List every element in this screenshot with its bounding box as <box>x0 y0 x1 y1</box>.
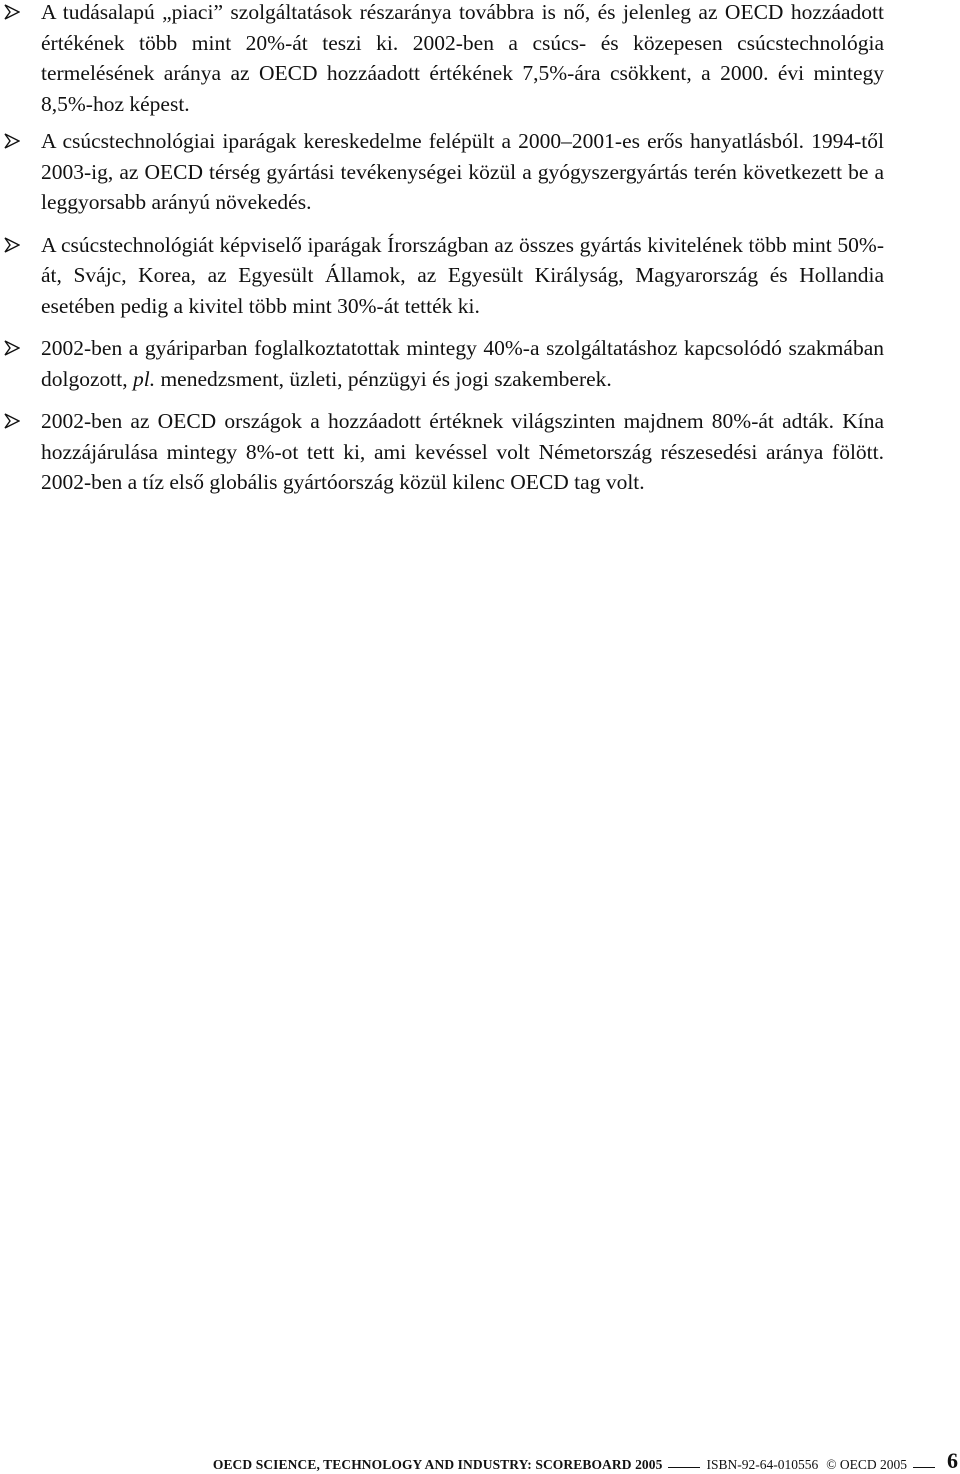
footer-copyright: © OECD 2005 <box>826 1457 907 1472</box>
page-number: 6 <box>947 1448 958 1473</box>
bullet-item-3 <box>0 230 960 322</box>
arrowhead-bullet-icon <box>0 126 24 156</box>
footer-isbn: ISBN-92-64-010556 <box>706 1457 819 1472</box>
bullet-item-2 <box>0 126 960 218</box>
arrowhead-bullet-icon <box>0 406 24 436</box>
bullet-text-2: A csúcstechnológiai iparágak kereskedelme felépült a 2000–2001-es erős hanyatlásból. 1994-től 2003-ig, az OECD térség gyártási tevékenységei közül a gyógyszergyártás terén következett be a leggyorsabb arányú növekedés. <box>41 129 884 214</box>
bullet-text-1: A tudásalapú „piaci” szolgáltatások részaránya továbbra is nő, és jelenleg az OECD hozzáadott értékének több mint 20%-át teszi ki. 2002-ben a csúcs- és közepesen csúcstechnológia termelésének aránya az OECD hozzáadott értékének 7,5%-ára csökkent, a 2000. évi mintegy 8,5%-hoz képest. <box>41 0 884 116</box>
page-footer <box>0 1449 960 1473</box>
arrowhead-bullet-icon <box>0 230 24 260</box>
arrowhead-bullet-icon <box>0 333 24 363</box>
bullet-text-4-italic: pl. <box>132 366 156 391</box>
footer-title: OECD SCIENCE, TECHNOLOGY AND INDUSTRY: SCOREBOARD 2005 <box>212 1457 663 1472</box>
bullet-text-3: A csúcstechnológiát képviselő iparágak Írországban az összes gyártás kivitelének több mint 50%-át, Svájc, Korea, az Egyesült Államok, az Egyesült Királyság, Magyarország és Hollandia esetében pedig a kivitel több mint 30%-át tették ki. <box>41 232 884 318</box>
bullet-item-5 <box>0 406 960 498</box>
bullet-text-4-after: menedzsment, üzleti, pénzügyi és jogi szakemberek. <box>155 366 612 391</box>
bullet-text-5: 2002-ben az OECD országok a hozzáadott értéknek világszinten majdnem 80%-át adták. Kína hozzájárulása mintegy 8%-ot tett ki, ami kevéssel volt Németország részesedési aránya fölött. 2002-ben a tíz első globális gyártóország közül kilenc OECD tag volt. <box>41 409 884 494</box>
footer-dash-divider <box>668 1467 700 1468</box>
footer-dash-divider <box>913 1467 935 1468</box>
bullet-item-1 <box>0 0 960 119</box>
bullet-item-4 <box>0 333 960 394</box>
bullet-text-4-before: 2002-ben a gyáriparban foglalkoztatottak mintegy 40%-a szolgáltatáshoz kapcsolódó szakmában dolgozott, <box>41 336 884 391</box>
arrowhead-bullet-icon <box>0 0 24 27</box>
bullet-list <box>0 0 960 498</box>
